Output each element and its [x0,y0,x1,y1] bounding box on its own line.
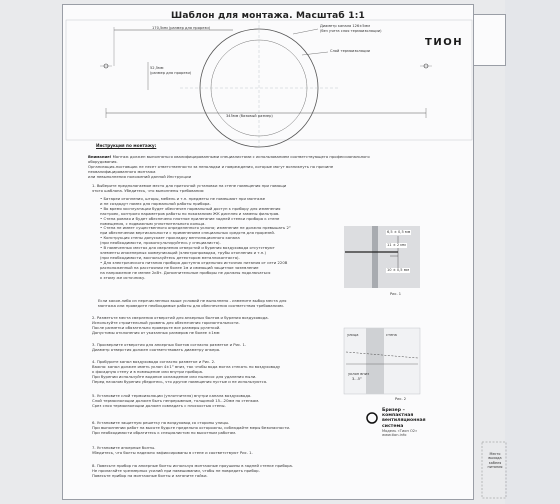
page-title: Шаблон для монтажа. Масштаб 1:1 [171,11,365,21]
step-line: 8. Повесьте прибор на анкерные болты используя монтажные проушины в задней стенке прибора. [92,463,294,468]
fig1-panel [344,226,420,288]
step-line: 7. Установите анкерные болты. [92,445,156,450]
brand-model: Модель «Тион O2» [382,428,418,433]
step-line: Не прилагайте чрезмерных усилий при навешивании, чтобы не повредить прибор. [92,467,260,473]
cable-exit-box [482,442,506,498]
requirement-line: расположенный на расстоянии не более 1м и имеющий защитное заземление [100,264,259,270]
step-7 [92,446,337,456]
step-2 [92,316,337,336]
brand-site: www.tion.info [382,433,407,438]
brand-o2-icon [367,413,377,423]
step1-line: этого шаблона. Убедитесь, что выполнены требования: [92,187,205,193]
requirement-line: при обеспечении вертикальности с применением специальных средств для прорезей. [100,230,276,236]
step-line: 5. Установите слой термоизоляции (уплотнителя) внутри канала воздуховода. [92,393,252,398]
fig1-wall [372,226,378,288]
requirements-list [100,197,345,280]
warning-label: Внимание! [88,154,112,159]
requirement-line: (при необходимости, проконсультируйтесь у специалиста). [100,240,221,246]
fig1-dim2: 11 ± 2 мм [387,243,406,247]
step-5 [92,394,337,409]
dim-width-label: 170,5мм (размер для прорези) [152,26,211,30]
fig2-slope-value: 3...5° [352,377,362,381]
requirement-line: на напряжение не менее 2кВт. Дополнительные приборы не должны подключаться [100,269,271,275]
requirement-line: • Стена ровная и будет обеспечено плотное прилегание задней стенки прибора к стене [100,215,280,221]
instruction-heading: Инструкция по монтажу: [96,143,157,148]
template-outline [66,20,472,140]
insulation-label: Слой термоизоляции [330,49,370,53]
step-line: 3. Просверлите отверстия для анкерных болтов согласно разметке и Рис. 1. [92,342,247,347]
requirement-line: • Во время эксплуатации будет обеспечен нормальный доступ к прибору для изменения [100,205,281,211]
cable-exit-line: питания [487,464,503,469]
requirement-line: к этому же источнику. [100,274,146,280]
requirement-line: • Стена не имеет существенного определенного уклона; изменение не должно превышать 2° [100,225,291,231]
requirement-line: и не создадут помех для нормальной работы прибора. [100,200,211,206]
dim-height-note: (размер для прорези) [150,71,192,75]
step-line: к фасадную стену и в помещение или внутри прибора. [92,368,204,374]
fig2-label-side: стена [386,333,397,337]
warning-block [88,155,378,180]
step-line: 6. Установите защитную решетку на воздуховод со стороны улицы. [92,420,230,425]
step-line: Допустимы отклонения от указанных размеров не более ±1мм [92,329,220,335]
brand-desc-2: вентиляционная [382,418,426,424]
warning-line-2: или невыполнения положений данной Инструкции [88,173,192,179]
step-line: При выполнении работ на высоте будьте предельно осторожны, соблюдайте меры безопасности. [92,424,291,430]
leader-diameter [293,29,318,34]
cable-exit-line: выхода [488,456,502,461]
cable-exit-line: Место [489,452,501,456]
fig2-caption: Рис. 2 [395,397,407,401]
dim-height-label: 52,5мм [150,66,164,70]
note-block [98,299,343,309]
brand-name: Бризер – [382,408,405,413]
note-line: Если какое-либо из перечисленных выше условий не выполнено - измените выбор места для [98,298,287,303]
fig2-wall [366,328,384,394]
dim-diameter-note: (без учета слоя термоизоляции) [320,28,382,33]
step-line: Используйте строительный уровень для обеспечения горизонтальности. [92,319,240,325]
requirement-line: • Батареи отопления, шторы, мебель и т.п. предметы не помешают при монтаже [100,196,266,201]
warning-line-0: Монтаж должен выполняться квалифицированными специалистами с использованием соответствующего профессионального оборудования. [88,154,370,164]
requirement-line: настроек, контроля параметров работы по показаниям ЖК дисплея и замены фильтров. [100,210,280,216]
step-3 [92,343,337,353]
step-line: Убедитесь, что болты надежно зафиксированы в стене и соответствуют Рис. 1. [92,449,253,455]
step-line: Важно: канал должен иметь уклон 4±1° вниз, так чтобы вода могла стекать по воздуховоду [92,363,281,369]
step-8 [92,464,337,479]
fig2-slope: уклон вниз [348,372,369,376]
step-line: Повесьте прибор на монтажные болты и затяните гайки. [92,472,208,478]
fig1-dim1: 6,5 ± 0,5 мм [387,230,411,234]
requirement-line: • В намеченных местах для сверления отверстий и бурения воздуховода отсутствуют [100,245,275,251]
fig1-dim3: 10 ± 0,5 мм [387,268,410,272]
requirement-line: • Конструкция стены допускает прокладку вентиляционного канала [100,235,240,241]
requirement-line: • Для электрического питания прибора доступна отдельная источник питания от сети 220В [100,259,288,265]
note-line: монтажа или проведите необходимые работы для обеспечения соответствия требованиям. [98,302,284,308]
fig2-label-top: улица [347,333,359,337]
cable-exit-line: кабеля [488,460,502,465]
step-line: 2. Разметьте места сверления отверстий для анкерных болтов и бурения воздуховода. [92,315,269,320]
warning-line-1: Организация-поставщик не несет ответственности за неполадки и повреждения, которые могут возникнуть по причине неквалифицированного монтажа [88,163,334,174]
brand-desc-3: система [382,423,404,429]
requirement-line: помещения, с подвижным уплотнительного кольца. [100,220,206,226]
step-line: При бурении используйте водяное охлаждение или пылесос для удаления пыли. [92,373,257,379]
brand-block [382,408,426,438]
step-line: Диаметр отверстия должен соответствовать диаметру анкера. [92,346,221,352]
step-line: После разметки обязательно проверьте все размеры рулеткой. [92,324,221,330]
brand-desc-1: компактная [382,413,414,419]
step-line: Слой термоизоляции должен быть непрерывным, толщиной 15...20мм по стенкам. [92,397,260,403]
step-line: 4. Пробурите канал воздуховода согласно разметке и Рис. 2. [92,359,216,364]
cable-exit-label [484,452,506,469]
step-line: Перед началом бурения убедитесь, что другие помещения пустые и не используются. [92,378,268,384]
step-6 [92,421,337,436]
step-1 [92,184,342,194]
step-line: При необходимости обратитесь к специалистом по высотным работам. [92,429,237,435]
requirement-line: элементы инженерных коммуникаций (электропроводка, трубы отопления и т.п.) [100,249,266,255]
brand-logo: ТИОН [425,37,464,48]
dim-diameter-label: Диаметр канала 126±5мм [320,24,370,28]
step1-line: 1. Выберите предполагаемое место для приточной установки на стене помещения при помощи [92,183,287,188]
fig1-caption: Рис. 1 [390,292,402,296]
requirement-line: (при необходимости, воспользуйтесь детектором металлоконтакта). [100,254,240,260]
step-line: Срез слоя термоизоляции должен совпадать с плоскостью стены. [92,402,226,408]
step-4 [92,360,337,385]
dim-base-label: 345мм (базовый размер) [226,114,273,118]
